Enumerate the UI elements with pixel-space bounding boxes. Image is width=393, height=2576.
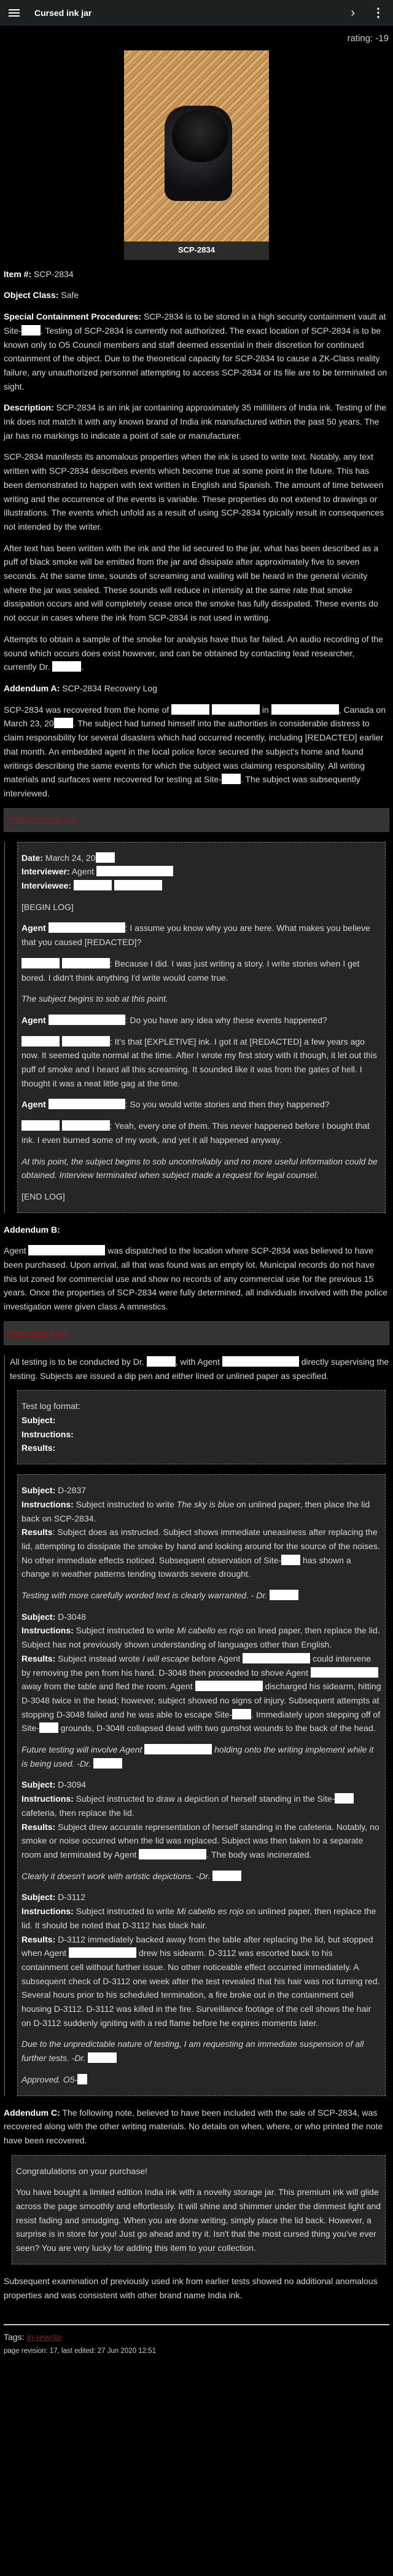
bold-label: Item #: bbox=[4, 269, 32, 279]
paragraph bbox=[21, 1098, 381, 1112]
redaction-block bbox=[21, 1036, 60, 1046]
bold-label: Agent bbox=[21, 1015, 49, 1025]
text-run: D-2837 bbox=[55, 1485, 87, 1496]
text-run: , Canada on March 23, 20 bbox=[4, 704, 386, 729]
redaction-block bbox=[243, 1653, 310, 1663]
paragraph bbox=[21, 1190, 381, 1204]
bold-label: Agent bbox=[21, 923, 49, 933]
bold-label: Object Class: bbox=[4, 290, 59, 300]
redaction-block bbox=[21, 325, 41, 336]
text-run: SCP-2834 was recovered from the home of bbox=[4, 704, 172, 715]
chevron-right-icon[interactable]: › bbox=[351, 6, 355, 20]
scp-image-block bbox=[124, 50, 269, 260]
text-run: SCP-2834 Recovery Log bbox=[60, 683, 158, 693]
bold-label: Interviewee: bbox=[21, 881, 71, 891]
collapsible-content bbox=[4, 1355, 389, 2096]
paragraph bbox=[21, 900, 381, 914]
bold-label: Addendum B: bbox=[4, 1224, 60, 1235]
text-run: on unlined paper, then place the lid back on SCP-2834. bbox=[21, 1499, 370, 1523]
text-run: : I assume you know why you are here. What makes you believe that you caused [REDACTED]? bbox=[21, 923, 370, 948]
text-run: SCP-2834 is to be stored in a high security containment vault at Site- bbox=[4, 312, 386, 336]
paragraph bbox=[16, 2164, 381, 2178]
italic-text: Mi cabello es rojo bbox=[176, 1906, 244, 1917]
redaction-block bbox=[69, 1947, 136, 1958]
redaction-block bbox=[222, 1356, 299, 1367]
tags-label: Tags: bbox=[4, 2332, 27, 2342]
text-run: Subject drew accurate representation of herself standing in the cafeteria. Notably, no smoke or noise occurred when the lid was replaced. Subject was then taken to a separate room and terminated by Agent bbox=[21, 1821, 379, 1859]
text-run: Agent bbox=[69, 866, 97, 877]
redaction-block bbox=[28, 1245, 105, 1255]
paragraph bbox=[4, 703, 389, 801]
more-vertical-icon[interactable]: ⋮ bbox=[372, 6, 384, 20]
text-run: Agent bbox=[4, 1246, 29, 1256]
redaction-block bbox=[147, 1356, 176, 1367]
text-run: [BEGIN LOG] bbox=[21, 901, 74, 912]
redaction-block bbox=[88, 2052, 117, 2063]
paragraph bbox=[21, 1155, 381, 1182]
text-run: : So you would write stories and then they happened? bbox=[125, 1099, 330, 1110]
redaction-block bbox=[144, 1744, 212, 1754]
text-run: SCP-2834 is an ink jar containing approximately 35 milliliters of India ink. Testing of the ink does not match it with any known brand of India ink manufactured within the past 50 years. The jar has no markings to indicate a point of sale or manufacturer. bbox=[4, 402, 387, 441]
text-run: . The subject was subsequently interviewed. bbox=[4, 774, 360, 798]
paragraph bbox=[4, 541, 389, 625]
bold-label: Results: bbox=[21, 1934, 56, 1944]
page-title: Cursed ink jar bbox=[34, 7, 92, 18]
log-box bbox=[17, 1390, 386, 1464]
article-body bbox=[0, 260, 393, 2303]
paragraph bbox=[21, 1483, 381, 1581]
paragraph bbox=[21, 921, 381, 949]
text-run: [END LOG] bbox=[21, 1191, 65, 1201]
bold-label: Results: bbox=[21, 1443, 56, 1453]
text-run: Subsequent examination of previously used ink from earlier tests showed no additional anomalous properties and was consistent with other brand name India ink. bbox=[4, 2276, 378, 2300]
paragraph bbox=[21, 851, 381, 893]
bold-label: Addendum A: bbox=[4, 683, 60, 693]
text-run: cafeteria, then replace the lid. bbox=[21, 1807, 134, 1818]
redaction-block bbox=[39, 1722, 58, 1733]
redaction-block bbox=[49, 1099, 125, 1109]
paragraph bbox=[4, 2274, 389, 2302]
bold-label: Instructions: bbox=[21, 1499, 74, 1509]
redaction-block bbox=[62, 958, 110, 968]
bold-label: Instructions: bbox=[21, 1794, 74, 1804]
paragraph bbox=[4, 681, 389, 696]
paragraph bbox=[4, 2106, 389, 2148]
text-run: : Subject does as instructed. Subject shows immediate uneasiness after replacing the lid, attempting to dissipate the smoke by hand and looking around for the source of the noises. No other immediate effects noticed. Subsequent observation of Site- bbox=[21, 1527, 380, 1565]
paragraph bbox=[21, 1743, 381, 1770]
redaction-block bbox=[281, 1555, 300, 1565]
bold-label: Subject: bbox=[21, 1780, 56, 1790]
redaction-block bbox=[271, 704, 339, 715]
page-footer bbox=[0, 2309, 393, 2364]
redaction-block bbox=[52, 661, 81, 672]
purchase-note-box bbox=[12, 2155, 386, 2264]
text-run: March 24, 20 bbox=[43, 852, 96, 863]
bold-label: Instructions: bbox=[21, 1429, 74, 1439]
paragraph bbox=[21, 2073, 381, 2087]
text-run: Test log format: bbox=[21, 1401, 80, 1412]
ink-jar-photo bbox=[124, 50, 269, 242]
italic-text: At this point, the subject begins to sob uncontrollably and no more useful information could be obtained. Interview terminated when subject made a request for legal counsel. bbox=[21, 1156, 378, 1180]
text-run: SCP-2834 bbox=[31, 269, 74, 279]
text-run: : Do you have any idea why these events happened? bbox=[125, 1015, 327, 1025]
redaction-block bbox=[335, 1793, 354, 1804]
italic-text: Clearly it doesn't work with artistic depictions. -Dr. bbox=[21, 1871, 213, 1881]
text-run: Subject instructed to write bbox=[73, 1499, 177, 1509]
text-run: in bbox=[260, 704, 271, 715]
redaction-block bbox=[21, 958, 60, 968]
text-run: . bbox=[81, 662, 84, 672]
collapsible-header[interactable] bbox=[4, 1321, 389, 1345]
text-run: grounds, D-3048 collapsed dead with two gunshot wounds to the back of the head. bbox=[58, 1723, 376, 1734]
text-run: After text has been written with the ink and the lid secured to the jar, what has been described as a puff of black smoke will be emitted from the jar and dissipate after approximately five to seven seconds. At the same time, sounds of screaming and wailing will be heard in the general vicinity where the jar was sealed. These sounds will reduce in intensity at the same rate that smoke dissipation occurs and will completely cease once the smoke has fully dissipated. These events do not occur in cases where the ink from SCP-2834 is not used in writing. bbox=[4, 543, 379, 623]
paragraph bbox=[4, 401, 389, 442]
text-run: . The subject had turned himself into the authorities in considerable distress to claim responsibility for several disasters which had occurred recently, including [REDACTED] earlier that month. An embedded agent in the local police force secured the subject's home and found writings describing the same events for which the subject was claiming responsibility. All writing materials and surfaces were recovered for testing at Site- bbox=[4, 718, 384, 785]
tag-link[interactable]: in-rewrite bbox=[26, 2332, 62, 2342]
text-run: The following note, believed to have been included with the sale of SCP-2834, was recovered along with the other writing materials. No details on when, where, or who printed the note have been recovered. bbox=[4, 2107, 383, 2145]
redaction-block bbox=[195, 1681, 263, 1691]
bold-label: Results: bbox=[21, 1653, 56, 1663]
revision-info: page revision: 17, last edited: 27 Jun 2020 12:51 bbox=[4, 2347, 157, 2355]
text-run: . The body was incinerated. bbox=[206, 1849, 312, 1859]
paragraph bbox=[4, 1244, 389, 1314]
collapsible-toggle-link[interactable]: Hide interview log bbox=[8, 814, 76, 824]
text-run: directly supervising the testing. Subjects are issued a dip pen and either lined or unlined paper as specified. bbox=[10, 1356, 389, 1381]
text-run: . Immediately upon stepping off of Site- bbox=[21, 1709, 381, 1734]
redaction-block bbox=[96, 852, 115, 863]
italic-text: Mi cabello es rojo bbox=[176, 1625, 244, 1636]
bold-label: Subject: bbox=[21, 1485, 56, 1496]
bold-label: Subject: bbox=[21, 1415, 56, 1425]
collapsible-content bbox=[4, 842, 389, 1213]
text-run: Subject instructed to write bbox=[73, 1625, 177, 1636]
redaction-block bbox=[96, 866, 173, 876]
text-run: discharged his sidearm, hitting D-3048 twice in the head; however, subject showed no signs of injury. Subsequent attempts at stopping D-3048 failed and he was able to escape Site- bbox=[21, 1681, 381, 1719]
text-run: could intervene by removing the pen from his hand. D-3048 then proceeded to shove Agent bbox=[21, 1653, 372, 1678]
text-run: D-3094 bbox=[55, 1780, 87, 1790]
bold-label: Date: bbox=[21, 852, 44, 863]
tags-row bbox=[4, 2330, 389, 2344]
italic-text: The subject begins to sob at this point. bbox=[21, 994, 168, 1004]
italic-text: The sky is blue bbox=[176, 1499, 235, 1509]
bold-label: Subject: bbox=[21, 1892, 56, 1903]
paragraph bbox=[21, 1399, 381, 1455]
bold-label: Results bbox=[21, 1527, 53, 1537]
text-run: D-3112 bbox=[55, 1892, 86, 1903]
redaction-block bbox=[21, 1120, 60, 1131]
text-run: : Yeah, every one of them. This never happened before I bought that ink. I even burned some of my work, and yet it all happened anyway. bbox=[21, 1121, 370, 1145]
paragraph bbox=[10, 1355, 389, 1383]
text-run: All testing is to be conducted by Dr. bbox=[10, 1356, 147, 1367]
paragraph bbox=[21, 1890, 381, 2030]
paragraph bbox=[21, 1588, 381, 1603]
image-caption: SCP-2834 bbox=[178, 245, 215, 254]
paragraph bbox=[16, 2185, 381, 2255]
redaction-block bbox=[62, 1120, 110, 1131]
redaction-block bbox=[232, 1709, 251, 1719]
text-run: Congratulations on your purchase! bbox=[16, 2166, 148, 2176]
text-run: D-3112 immediately backed away from the table after replacing the lid, but stopped when Agent bbox=[21, 1934, 373, 1958]
divider bbox=[4, 2324, 389, 2325]
text-run: was dispatched to the location where SCP-2834 was believed to have been purchased. Upon arrival, all that was found was an empty lot. Municipal records do not have this lot zoned for commercial use and show no records of any commercial use for the previous 15 years. Once the properties of SCP-2834 were fully determined, all individuals involved with the police investigation were given class A amnestics. bbox=[4, 1246, 387, 1312]
bold-label: Instructions: bbox=[21, 1625, 74, 1636]
text-run: : It's that [EXPLETIVE] ink. I got it at [REDACTED] a few years ago now. It seemed quite normal at the time. After I wrote my first story with it though, it let out this puff of smoke and I heard all this screaming. It sounded like it was from the gates of hell. I thought it was a neat little gag at the time. bbox=[21, 1036, 377, 1088]
text-run: You have bought a limited edition India ink with a novelty storage jar. This premium ink will glide across the page smoothly and effortlessly. It will shine and shimmer under the dimmest light and resist fading and smudging. When you are done writing, simply place the lid back. However, a surprise is in store for you! Just go ahead and try it. Isn't that the most cursed thing you've ever seen? You are very lucky for adding this item to your collection. bbox=[16, 2187, 381, 2253]
redaction-block bbox=[171, 704, 209, 715]
log-box bbox=[17, 842, 386, 1213]
text-run: : Because I did. I was just writing a story. I write stories when I get bored. I didn't think anything I'd write would come true. bbox=[21, 958, 360, 983]
text-run: on lined paper, then replace the lid. Subject has not previously shown understanding of languages other than English. bbox=[21, 1625, 380, 1650]
text-run: D-3048 bbox=[55, 1611, 87, 1622]
bold-label: Interviewer: bbox=[21, 866, 70, 877]
italic-text: Testing with more carefully worded text is clearly warranted. - Dr. bbox=[21, 1590, 270, 1601]
paragraph bbox=[4, 450, 389, 533]
redaction-block bbox=[49, 922, 125, 933]
paragraph bbox=[4, 1223, 389, 1237]
collapsible-header[interactable] bbox=[4, 808, 389, 832]
text-run: . Testing of SCP-2834 is currently not authorized. The exact location of SCP-2834 is to be known only to O5 Council members and staff deemed essential in their discretion for continued containment of the object. Due to the theoretical capacity for SCP-2834 to cause a ZK-Class reality failure, any unauthorized personnel attempting to access SCP-2834 or its file are to be terminated on sight. bbox=[4, 325, 387, 391]
paragraph bbox=[21, 957, 381, 984]
italic-text: Due to the unpredictable nature of testing, I am requesting an immediate suspension of all further tests. -Dr. bbox=[21, 2039, 364, 2064]
redaction-block bbox=[93, 1758, 122, 1769]
paragraph bbox=[4, 267, 389, 281]
paragraph bbox=[21, 992, 381, 1006]
text-run: has shown a change in weather patterns tending towards severe drought. bbox=[21, 1555, 351, 1579]
text-run: drew his sidearm. D-3112 was escorted back to his containment cell without further issue. No other noticeable effect occurred immediately. A subsequent check of D-3112 one week after the test revealed that his hair was not turning red. Several hours prior to his scheduled termination, a fire broke out in the containment cell housing D-3112. D-3112 was killed in the fire. Surveillance footage of the cell shows the hair on D-3112 suddenly igniting with a red flame before he expires moments later. bbox=[21, 1948, 380, 2028]
bold-label: Special Containment Procedures: bbox=[4, 312, 142, 322]
text-run: on unlined paper, then replace the lid. It should be noted that D-3112 has black hair. bbox=[21, 1906, 376, 1930]
text-run: SCP-2834 manifests its anomalous properties when the ink is used to write text. Notably, any text written with SCP-2834 describes events which become true at some point in the future. This has been demonstrated to happen with text written in English and Spanish. The amount of time between writing and the occurrence of the events is variable. These properties do not extend to drawings or illustrations. The events which unfold as a result of using SCP-2834 typically result in consequences not intended by the writer. bbox=[4, 452, 384, 532]
paragraph bbox=[4, 288, 389, 302]
collapsible-toggle-link[interactable]: Hide testing log bbox=[8, 1327, 68, 1337]
text-run: Safe bbox=[58, 290, 79, 300]
redaction-block bbox=[222, 774, 241, 784]
text-run: before Agent bbox=[189, 1653, 243, 1663]
text-run: away from the table and fled the room. Agent bbox=[21, 1681, 195, 1692]
bold-label: Description: bbox=[4, 402, 54, 413]
paragraph bbox=[21, 2037, 381, 2065]
bold-label: Addendum C: bbox=[4, 2107, 60, 2118]
redaction-block bbox=[62, 1036, 110, 1046]
paragraph bbox=[21, 1013, 381, 1027]
bold-label: Instructions: bbox=[21, 1906, 74, 1917]
text-run: Subject instead wrote bbox=[55, 1653, 142, 1663]
paragraph bbox=[21, 1869, 381, 1883]
paragraph bbox=[4, 310, 389, 393]
redaction-block bbox=[270, 1590, 298, 1600]
redaction-block bbox=[77, 2074, 87, 2084]
redaction-block bbox=[54, 718, 73, 728]
italic-text: Future testing will involve Agent bbox=[21, 1745, 145, 1755]
redaction-block bbox=[311, 1667, 378, 1678]
redaction-block bbox=[212, 704, 260, 715]
redaction-block bbox=[74, 880, 112, 890]
text-run: , with Agent bbox=[175, 1356, 222, 1367]
italic-text: I will escape bbox=[142, 1653, 190, 1663]
bold-label: Results: bbox=[21, 1821, 56, 1832]
paragraph bbox=[21, 1035, 381, 1091]
hamburger-icon[interactable] bbox=[7, 6, 21, 20]
paragraph bbox=[21, 1610, 381, 1735]
bold-label: Subject: bbox=[21, 1611, 56, 1622]
paragraph bbox=[21, 1778, 381, 1861]
bold-label: Agent bbox=[21, 1099, 49, 1110]
redaction-block bbox=[212, 1871, 241, 1881]
text-run: Subject instructed to draw a depiction of herself standing in the Site- bbox=[73, 1794, 335, 1804]
italic-text: Approved. O5- bbox=[21, 2074, 78, 2084]
text-run: Subject instructed to write bbox=[73, 1906, 177, 1917]
redaction-block bbox=[49, 1015, 125, 1025]
text-run: Attempts to obtain a sample of the smoke for analysis have thus far failed. An audio recording of the sound which occurs does exist however, and can be obtained by contacting lead researcher, currently Dr. bbox=[4, 634, 383, 672]
paragraph bbox=[4, 632, 389, 674]
redaction-block bbox=[114, 880, 162, 890]
top-app-bar bbox=[0, 0, 393, 26]
paragraph bbox=[21, 1119, 381, 1147]
italic-text: holding onto the writing implement while it is being used. -Dr. bbox=[21, 1745, 374, 1769]
rating: rating: -19 bbox=[347, 33, 389, 44]
redaction-block bbox=[139, 1849, 206, 1859]
log-box bbox=[17, 1474, 386, 2095]
